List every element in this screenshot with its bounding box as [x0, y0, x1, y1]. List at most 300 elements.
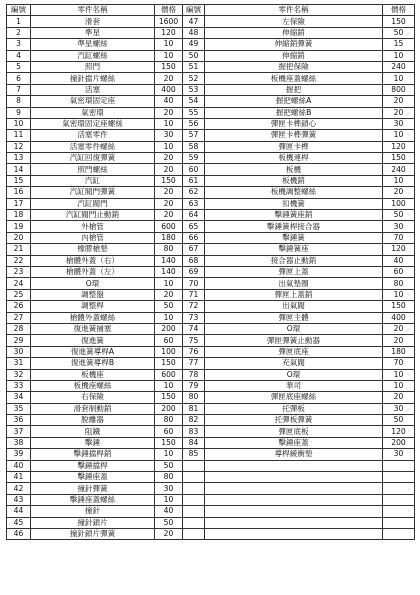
- part-number-right: [183, 506, 205, 517]
- part-name-right: 握把: [205, 84, 383, 95]
- table-row: [7, 244, 415, 255]
- part-price-right: [383, 460, 415, 471]
- part-price: 80: [155, 415, 183, 426]
- table-row: [7, 198, 415, 209]
- part-price: 80: [155, 244, 183, 255]
- part-price: 80: [155, 472, 183, 483]
- header-no: 編號: [7, 5, 31, 16]
- table-row: [7, 221, 415, 232]
- part-number-right: 61: [183, 175, 205, 186]
- part-price: 180: [155, 232, 183, 243]
- part-price: 10: [155, 312, 183, 323]
- part-name-right: 左保險: [205, 16, 383, 27]
- part-name: 撞針: [31, 506, 155, 517]
- part-price: 400: [155, 84, 183, 95]
- part-name-right: 充氣閥: [205, 358, 383, 369]
- table-row: [7, 187, 415, 198]
- part-number: 40: [7, 460, 31, 471]
- part-name: 擊錘擋桿銷: [31, 449, 155, 460]
- part-name-right: 彈匣彈簧止動器: [205, 335, 383, 346]
- part-price: 30: [155, 130, 183, 141]
- table-row: [7, 39, 415, 50]
- header-no-right: 編號: [183, 5, 205, 16]
- part-name: 槍體外蓋螺絲: [31, 312, 155, 323]
- part-price: 60: [155, 426, 183, 437]
- table-row: [7, 130, 415, 141]
- part-number-right: 79: [183, 380, 205, 391]
- part-number-right: 73: [183, 312, 205, 323]
- part-price: 10: [155, 278, 183, 289]
- part-name: 槍體外蓋（右）: [31, 255, 155, 266]
- table-row: [7, 153, 415, 164]
- table-row: [7, 460, 415, 471]
- part-number: 5: [7, 61, 31, 72]
- part-price: 50: [155, 517, 183, 528]
- parts-price-table: [6, 4, 415, 540]
- part-number: 42: [7, 483, 31, 494]
- part-name: 活塞: [31, 84, 155, 95]
- header-name-right: 零件名稱: [205, 5, 383, 16]
- table-body: [7, 16, 415, 540]
- table-row: [7, 426, 415, 437]
- part-name-right: [205, 517, 383, 528]
- part-name-right: 握把螺絲B: [205, 107, 383, 118]
- part-price-right: 120: [383, 426, 415, 437]
- part-price-right: 30: [383, 118, 415, 129]
- part-name: 脫離器: [31, 415, 155, 426]
- part-name-right: O環: [205, 323, 383, 334]
- part-number: 12: [7, 141, 31, 152]
- table-row: [7, 164, 415, 175]
- part-price-right: [383, 517, 415, 528]
- part-number-right: 62: [183, 187, 205, 198]
- part-number-right: 78: [183, 369, 205, 380]
- part-name: 阻鐵: [31, 426, 155, 437]
- part-price-right: 150: [383, 16, 415, 27]
- part-number-right: 54: [183, 96, 205, 107]
- part-price: 20: [155, 107, 183, 118]
- part-number: 14: [7, 164, 31, 175]
- part-price: 150: [155, 175, 183, 186]
- table-row: [7, 312, 415, 323]
- part-number: 31: [7, 358, 31, 369]
- part-name: 復進簧導桿B: [31, 358, 155, 369]
- part-number: 30: [7, 346, 31, 357]
- part-price-right: 10: [383, 380, 415, 391]
- part-name-right: O環: [205, 369, 383, 380]
- table-row: [7, 210, 415, 221]
- part-number-right: 65: [183, 221, 205, 232]
- part-price-right: 50: [383, 27, 415, 38]
- part-number: 4: [7, 50, 31, 61]
- table-row: [7, 380, 415, 391]
- part-number-right: 75: [183, 335, 205, 346]
- part-number: 24: [7, 278, 31, 289]
- part-number: 18: [7, 210, 31, 221]
- part-number: 46: [7, 528, 31, 539]
- part-name: 調整盤: [31, 289, 155, 300]
- part-name-right: 握把保險: [205, 61, 383, 72]
- part-price: 20: [155, 289, 183, 300]
- part-price-right: 240: [383, 164, 415, 175]
- part-name: 橡膠槍墊: [31, 244, 155, 255]
- table-row: [7, 323, 415, 334]
- part-price-right: 800: [383, 84, 415, 95]
- part-price: 10: [155, 118, 183, 129]
- part-number: 22: [7, 255, 31, 266]
- table-row: [7, 369, 415, 380]
- part-name: 活塞零件螺絲: [31, 141, 155, 152]
- part-number-right: 64: [183, 210, 205, 221]
- table-row: [7, 415, 415, 426]
- part-price: 60: [155, 335, 183, 346]
- table-row: [7, 27, 415, 38]
- part-name: 撞針鎖片彈簧: [31, 528, 155, 539]
- part-name: 擊錘: [31, 437, 155, 448]
- table-row: [7, 232, 415, 243]
- table-row: [7, 437, 415, 448]
- part-number: 7: [7, 84, 31, 95]
- part-price: 10: [155, 39, 183, 50]
- part-price-right: 80: [383, 278, 415, 289]
- part-name-right: 彈匣卡榫: [205, 141, 383, 152]
- part-number-right: 55: [183, 107, 205, 118]
- part-price-right: 30: [383, 403, 415, 414]
- part-price: 10: [155, 50, 183, 61]
- part-price: 200: [155, 323, 183, 334]
- part-name: 復進簧捕塞: [31, 323, 155, 334]
- part-number: 32: [7, 369, 31, 380]
- part-name-right: 托彈板: [205, 403, 383, 414]
- part-name-right: 華司: [205, 380, 383, 391]
- table-row: [7, 16, 415, 27]
- part-number-right: 71: [183, 289, 205, 300]
- part-price: 50: [155, 301, 183, 312]
- part-number-right: 56: [183, 118, 205, 129]
- part-price: 20: [155, 187, 183, 198]
- part-number-right: 57: [183, 130, 205, 141]
- part-price: 10: [155, 449, 183, 460]
- table-row: [7, 472, 415, 483]
- table-row: [7, 301, 415, 312]
- part-name: 滑套制動銷: [31, 403, 155, 414]
- part-number: 44: [7, 506, 31, 517]
- header-price-right: 價格: [383, 5, 415, 16]
- part-price-right: 10: [383, 175, 415, 186]
- part-name: 汽缸閥門彈簧: [31, 187, 155, 198]
- part-number: 10: [7, 118, 31, 129]
- table-row: [7, 73, 415, 84]
- part-price: 20: [155, 198, 183, 209]
- part-name-right: 擊錘座蓋: [205, 437, 383, 448]
- part-number: 28: [7, 323, 31, 334]
- part-number-right: 82: [183, 415, 205, 426]
- part-price-right: 20: [383, 96, 415, 107]
- part-number: 35: [7, 403, 31, 414]
- part-name-right: 導桿緩衝墊: [205, 449, 383, 460]
- part-price-right: 150: [383, 301, 415, 312]
- part-price-right: 20: [383, 323, 415, 334]
- part-number: 16: [7, 187, 31, 198]
- part-number: 3: [7, 39, 31, 50]
- part-name-right: 板機座蓋螺絲: [205, 73, 383, 84]
- part-price: 1600: [155, 16, 183, 27]
- table-row: [7, 278, 415, 289]
- part-price: 600: [155, 221, 183, 232]
- part-name: 汽缸螺絲: [31, 50, 155, 61]
- part-number: 41: [7, 472, 31, 483]
- table-row: [7, 528, 415, 539]
- part-number-right: 58: [183, 141, 205, 152]
- part-name-right: 板機銷: [205, 175, 383, 186]
- part-price: 40: [155, 506, 183, 517]
- part-price: 10: [155, 380, 183, 391]
- part-number-right: 76: [183, 346, 205, 357]
- part-price-right: [383, 506, 415, 517]
- part-name: 擊錘擋桿: [31, 460, 155, 471]
- part-number: 21: [7, 244, 31, 255]
- part-number-right: 80: [183, 392, 205, 403]
- part-price: 140: [155, 255, 183, 266]
- part-price-right: 30: [383, 449, 415, 460]
- part-name: 板機座: [31, 369, 155, 380]
- part-number: 39: [7, 449, 31, 460]
- part-number-right: 85: [183, 449, 205, 460]
- part-number: 26: [7, 301, 31, 312]
- part-name-right: 出氣墊圈: [205, 278, 383, 289]
- part-name-right: 握把螺絲A: [205, 96, 383, 107]
- part-price-right: 70: [383, 232, 415, 243]
- part-name-right: [205, 483, 383, 494]
- part-name-right: 托彈板彈簧: [205, 415, 383, 426]
- part-number-right: 77: [183, 358, 205, 369]
- part-price: 150: [155, 392, 183, 403]
- part-name-right: 彈匣底板: [205, 426, 383, 437]
- part-name-right: 擊錘簧座銷: [205, 210, 383, 221]
- part-number-right: 69: [183, 266, 205, 277]
- part-name: 槍體外蓋（左）: [31, 266, 155, 277]
- part-price: 120: [155, 27, 183, 38]
- part-name-right: [205, 506, 383, 517]
- part-price-right: 20: [383, 392, 415, 403]
- part-name: 汽缸閥門: [31, 198, 155, 209]
- part-number-right: 81: [183, 403, 205, 414]
- part-name-right: 彈匣主體: [205, 312, 383, 323]
- part-price: 20: [155, 528, 183, 539]
- table-row: [7, 61, 415, 72]
- part-number-right: 67: [183, 244, 205, 255]
- part-number: 8: [7, 96, 31, 107]
- part-number: 15: [7, 175, 31, 186]
- table-row: [7, 255, 415, 266]
- part-price-right: 50: [383, 415, 415, 426]
- part-price: 150: [155, 61, 183, 72]
- part-number: 6: [7, 73, 31, 84]
- part-name: 照門螺絲: [31, 164, 155, 175]
- part-name: 擊錘座蓋螺絲: [31, 494, 155, 505]
- part-price: 140: [155, 266, 183, 277]
- part-number-right: [183, 472, 205, 483]
- table-row: [7, 517, 415, 528]
- part-price: 10: [155, 141, 183, 152]
- table-row: [7, 392, 415, 403]
- part-name-right: [205, 472, 383, 483]
- part-name: 氣密環: [31, 107, 155, 118]
- part-name: 板機座螺絲: [31, 380, 155, 391]
- table-row: [7, 449, 415, 460]
- part-number: 29: [7, 335, 31, 346]
- part-number-right: 63: [183, 198, 205, 209]
- part-price-right: 400: [383, 312, 415, 323]
- part-price: 50: [155, 460, 183, 471]
- part-name: 撞針擋片螺絲: [31, 73, 155, 84]
- part-name: 照門: [31, 61, 155, 72]
- part-name-right: 出氣閥: [205, 301, 383, 312]
- part-price: 150: [155, 358, 183, 369]
- part-price-right: 30: [383, 221, 415, 232]
- part-number: 9: [7, 107, 31, 118]
- part-name-right: [205, 494, 383, 505]
- part-price-right: 10: [383, 130, 415, 141]
- table-row: [7, 266, 415, 277]
- part-price-right: 120: [383, 141, 415, 152]
- part-name-right: 彈匣底座: [205, 346, 383, 357]
- table-row: [7, 50, 415, 61]
- part-price-right: 10: [383, 73, 415, 84]
- table-row: [7, 118, 415, 129]
- part-price: 20: [155, 164, 183, 175]
- part-name-right: 扣機簧: [205, 198, 383, 209]
- part-number: 43: [7, 494, 31, 505]
- part-name: 汽缸閥門止動銷: [31, 210, 155, 221]
- part-name: 內槍管: [31, 232, 155, 243]
- part-number-right: 72: [183, 301, 205, 312]
- part-number: 25: [7, 289, 31, 300]
- part-price-right: 120: [383, 244, 415, 255]
- part-name: 準星: [31, 27, 155, 38]
- part-number: 23: [7, 266, 31, 277]
- part-name: 活塞零件: [31, 130, 155, 141]
- part-name-right: 伸縮銷彈簧: [205, 39, 383, 50]
- part-price-right: 20: [383, 187, 415, 198]
- header-name: 零件名稱: [31, 5, 155, 16]
- part-number-right: [183, 528, 205, 539]
- part-price-right: 20: [383, 335, 415, 346]
- part-price: 30: [155, 483, 183, 494]
- part-number-right: [183, 517, 205, 528]
- part-number-right: [183, 483, 205, 494]
- part-price-right: 15: [383, 39, 415, 50]
- table-row: [7, 289, 415, 300]
- part-number: 19: [7, 221, 31, 232]
- part-price-right: 200: [383, 437, 415, 448]
- part-number: 2: [7, 27, 31, 38]
- part-number-right: 48: [183, 27, 205, 38]
- part-number-right: 84: [183, 437, 205, 448]
- part-name: O環: [31, 278, 155, 289]
- part-number: 34: [7, 392, 31, 403]
- table-row: [7, 107, 415, 118]
- part-name: 汽缸回復彈簧: [31, 153, 155, 164]
- part-number-right: 74: [183, 323, 205, 334]
- part-name-right: 彈匣卡榫彈簧: [205, 130, 383, 141]
- part-price: 10: [155, 494, 183, 505]
- part-name: 復進簧: [31, 335, 155, 346]
- table-row: [7, 358, 415, 369]
- part-price-right: 40: [383, 255, 415, 266]
- part-name: 氣密環固定座: [31, 96, 155, 107]
- part-price-right: 50: [383, 210, 415, 221]
- part-price-right: 150: [383, 153, 415, 164]
- part-price: 20: [155, 73, 183, 84]
- part-number-right: 47: [183, 16, 205, 27]
- table-row: [7, 175, 415, 186]
- part-name-right: 板機調整螺絲: [205, 187, 383, 198]
- table-header-row: [7, 5, 415, 16]
- part-number: 36: [7, 415, 31, 426]
- part-price-right: [383, 494, 415, 505]
- part-name-right: [205, 460, 383, 471]
- part-number-right: 59: [183, 153, 205, 164]
- part-price-right: 60: [383, 266, 415, 277]
- part-name-right: 板機連桿: [205, 153, 383, 164]
- part-name-right: 彈匣底座螺絲: [205, 392, 383, 403]
- part-name: 滑套: [31, 16, 155, 27]
- part-price: 150: [155, 437, 183, 448]
- part-price-right: 240: [383, 61, 415, 72]
- part-number: 45: [7, 517, 31, 528]
- part-name-right: 擊錘簧座: [205, 244, 383, 255]
- part-number: 27: [7, 312, 31, 323]
- part-name: 外槍管: [31, 221, 155, 232]
- part-price-right: [383, 528, 415, 539]
- part-price-right: 70: [383, 358, 415, 369]
- part-number-right: 52: [183, 73, 205, 84]
- table-row: [7, 141, 415, 152]
- part-number-right: [183, 460, 205, 471]
- part-price-right: 20: [383, 107, 415, 118]
- part-name-right: 擊錘簧桿接合器: [205, 221, 383, 232]
- part-number-right: 66: [183, 232, 205, 243]
- part-name: 調整桿: [31, 301, 155, 312]
- header-price: 價格: [155, 5, 183, 16]
- part-name: 右保險: [31, 392, 155, 403]
- part-name: 復進簧導桿A: [31, 346, 155, 357]
- table-row: [7, 346, 415, 357]
- part-price-right: 180: [383, 346, 415, 357]
- part-name: 準星螺絲: [31, 39, 155, 50]
- part-price: 600: [155, 369, 183, 380]
- part-price: 40: [155, 96, 183, 107]
- part-name-right: 擊錘簧: [205, 232, 383, 243]
- table-row: [7, 335, 415, 346]
- part-price: 20: [155, 210, 183, 221]
- part-number-right: [183, 494, 205, 505]
- part-number: 37: [7, 426, 31, 437]
- part-number-right: 53: [183, 84, 205, 95]
- part-name-right: 接合器止動銷: [205, 255, 383, 266]
- part-name-right: 板機: [205, 164, 383, 175]
- part-number: 13: [7, 153, 31, 164]
- part-name-right: 伸縮銷: [205, 50, 383, 61]
- part-price-right: 10: [383, 289, 415, 300]
- table-row: [7, 506, 415, 517]
- part-price-right: [383, 472, 415, 483]
- part-price-right: [383, 483, 415, 494]
- part-name: 撞針鎖片: [31, 517, 155, 528]
- part-number-right: 50: [183, 50, 205, 61]
- part-number: 20: [7, 232, 31, 243]
